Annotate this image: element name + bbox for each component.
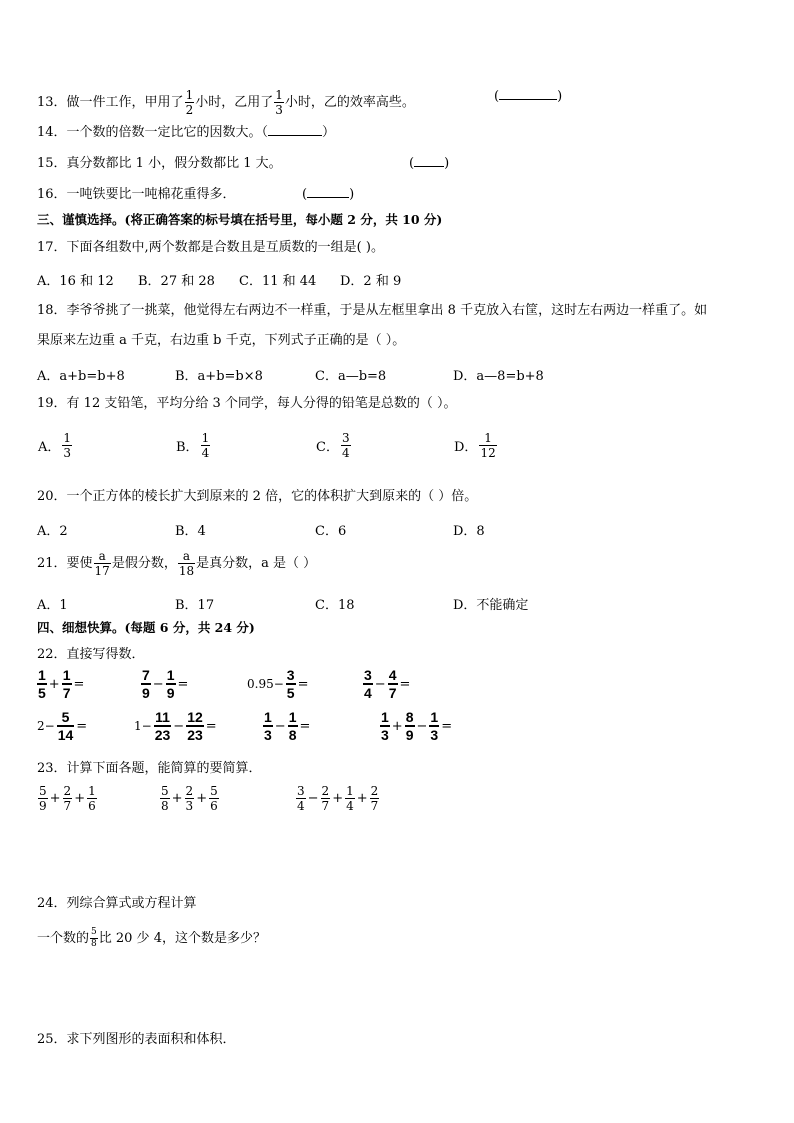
question-text: 15．真分数都比 1 小，假分数都比 1 大。 (37, 156, 282, 171)
expression: $\frac{5}{8}$ + $\frac{2}{3}$ + $\frac{5}{6}$ (161, 784, 218, 813)
fraction: $\frac{1}{3}$ (63, 431, 72, 460)
fraction: $\frac{1}{3}$ (275, 88, 283, 117)
fraction: $\frac{5}{8}$ (91, 927, 97, 949)
fraction: $\frac{a}{18}$ (178, 549, 195, 578)
answer-blank-15[interactable]: ( ) (409, 156, 450, 171)
option-b[interactable]: B．17 (175, 598, 215, 613)
question-13: 13．做一件工作，甲用了 $\frac{1}{2}$ 小时，乙用了 $\frac{1}{3}$ 小时，乙的效率高些。 (37, 88, 415, 117)
expression: 1− $\frac{11}{23}$ − $\frac{12}{23}$ = (134, 709, 217, 743)
question-18-line-2: 果原来左边重 a 千克，右边重 b 千克，下列式子正确的是（ ）。 (37, 333, 406, 348)
expression: $\frac{3}{4}$ − $\frac{2}{7}$ + $\frac{1}{4}$ + $\frac{2}{7}$ (297, 784, 379, 813)
section-4-heading: 四、细想快算。(每题 6 分，共 24 分) (37, 620, 255, 635)
section-3-heading: 三、谨慎选择。(将正确答案的标号填在括号里，每小题 2 分，共 10 分) (37, 212, 443, 227)
option-a[interactable]: A．a+b=b+8 (37, 369, 125, 384)
option-a[interactable]: A． $\frac{1}{3}$ (38, 431, 72, 460)
question-24: 24．列综合算式或方程计算 (37, 896, 197, 911)
expression: 2− $\frac{5}{14}$ = (37, 709, 88, 743)
answer-blank-16[interactable]: ( ) (302, 187, 355, 202)
fraction: $\frac{3}{4}$ (341, 431, 350, 460)
option-c[interactable]: C．a—b=8 (315, 369, 387, 384)
option-b[interactable]: B．a+b=b×8 (175, 369, 263, 384)
question-20: 20．一个正方体的棱长扩大到原来的 2 倍，它的体积扩大到原来的（ ）倍。 (37, 489, 478, 504)
question-text: 做一件工作，甲用了 (66, 95, 184, 110)
question-22: 22．直接写得数． (37, 647, 145, 662)
option-c[interactable]: C．11 和 44 (239, 274, 317, 289)
question-16 (37, 187, 236, 203)
answer-blank-14[interactable] (268, 125, 322, 136)
expression: $\frac{3}{4}$ − $\frac{4}{7}$ = (364, 667, 411, 701)
expression: $\frac{1}{3}$ − $\frac{1}{8}$ = (264, 709, 311, 743)
fraction: $\frac{1}{12}$ (480, 431, 496, 460)
question-21: 21．要使 $\frac{a}{17}$ 是假分数， $\frac{a}{18}$ 是真分数，a 是（ ） (37, 549, 317, 578)
option-b[interactable]: B．4 (175, 524, 206, 539)
option-d[interactable]: D．a—8=b+8 (453, 369, 544, 384)
question-25: 25．求下列图形的表面积和体积． (37, 1032, 236, 1047)
expression: $\frac{7}{9}$ − $\frac{1}{9}$ = (142, 667, 189, 701)
question-17: 17．下面各组数中,两个数都是合数且是互质数的一组是( )。 (37, 240, 384, 255)
question-23: 23．计算下面各题，能简算的要简算． (37, 761, 262, 776)
question-18-line-1: 18．李爷爷挑了一挑菜，他觉得左右两边不一样重，于是从左框里拿出 8 千克放入右筐，这时左右两边一样重了。如 (37, 303, 708, 318)
question-text: 16．一吨铁要比一吨棉花重得多． (37, 187, 236, 202)
expression: 0.95− $\frac{3}{5}$ = (247, 667, 309, 701)
option-a[interactable]: A．16 和 12 (37, 274, 114, 289)
option-d[interactable]: D．8 (453, 524, 485, 539)
fraction: $\frac{1}{4}$ (201, 431, 210, 460)
expression: $\frac{1}{5}$ + $\frac{1}{7}$ = (38, 667, 85, 701)
question-14: 14．一个数的倍数一定比它的因数大。（ ） (37, 125, 336, 140)
question-number: 13． (37, 95, 67, 110)
question-24-text: 一个数的 $\frac{5}{8}$ 比 20 少 4，这个数是多少？ (37, 927, 266, 949)
fraction: $\frac{a}{17}$ (94, 549, 110, 578)
question-15 (37, 156, 282, 172)
option-c[interactable]: C．18 (315, 598, 355, 613)
option-c[interactable]: C．6 (315, 524, 347, 539)
option-b[interactable]: B． $\frac{1}{4}$ (176, 431, 210, 460)
answer-blank-13[interactable]: ( ) (494, 89, 563, 104)
expression: $\frac{5}{9}$ + $\frac{2}{7}$ + $\frac{1}{6}$ (39, 784, 96, 813)
expression: $\frac{1}{3}$ + $\frac{8}{9}$ − $\frac{1}{3}$ = (381, 709, 453, 743)
option-d[interactable]: D．2 和 9 (340, 274, 402, 289)
option-d[interactable]: D． $\frac{1}{12}$ (454, 431, 496, 460)
option-d[interactable]: D．不能确定 (453, 598, 529, 613)
fraction: $\frac{1}{2}$ (185, 88, 194, 117)
option-b[interactable]: B．27 和 28 (138, 274, 215, 289)
option-c[interactable]: C． $\frac{3}{4}$ (316, 431, 350, 460)
question-19: 19．有 12 支铅笔，平均分给 3 个同学，每人分得的铅笔是总数的（ ）。 (37, 396, 457, 411)
question-text: 14．一个数的倍数一定比它的因数大。（ (37, 125, 269, 140)
option-a[interactable]: A．1 (37, 598, 68, 613)
option-a[interactable]: A．2 (37, 524, 68, 539)
